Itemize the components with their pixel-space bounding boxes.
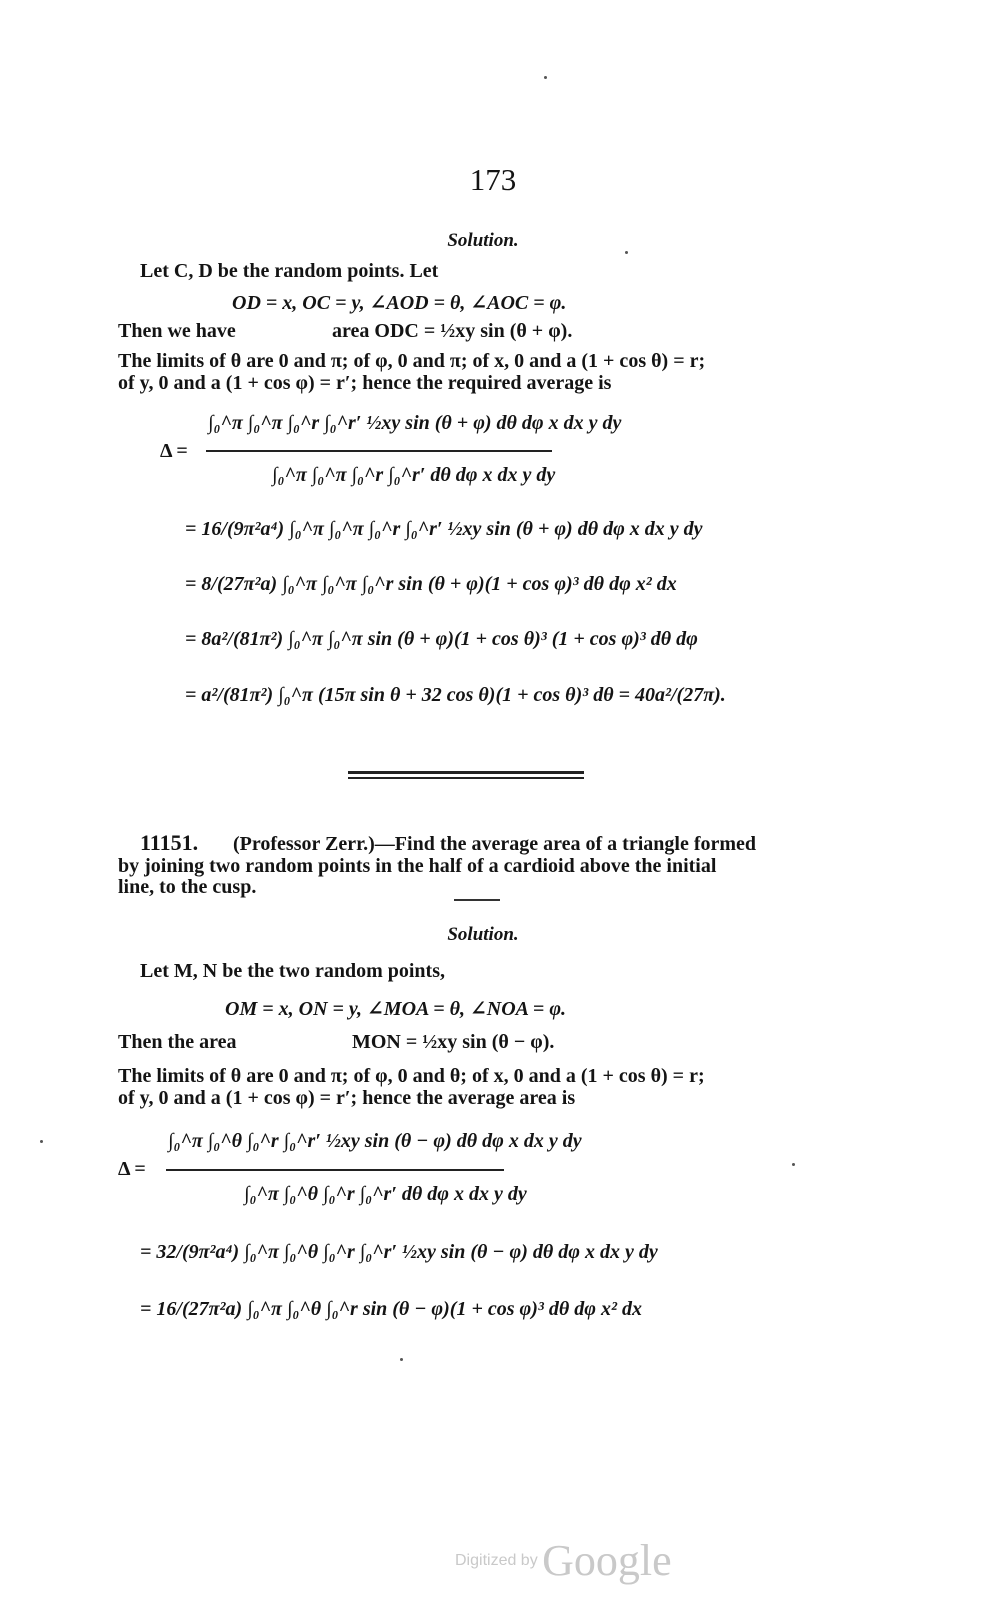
- s2-line4: The limits of θ are 0 and π; of φ, 0 and θ; of x, 0 and a (1 + cos θ) = r;: [118, 1065, 705, 1087]
- s1-eq1-lhs: Δ =: [160, 440, 188, 462]
- speck: [544, 76, 547, 79]
- s2-eq1-numerator: ∫₀^π ∫₀^θ ∫₀^r ∫₀^r′ ½xy sin (θ − φ) dθ dφ x dx y dy: [168, 1130, 582, 1152]
- s2-line3-expr: MON = ½xy sin (θ − φ).: [352, 1031, 555, 1053]
- speck: [625, 251, 628, 254]
- google-logo: Google: [542, 1536, 672, 1585]
- s2-eq1-lhs: Δ =: [118, 1158, 146, 1180]
- s1-line2: OD = x, OC = y, ∠AOD = θ, ∠AOC = φ.: [232, 292, 567, 314]
- speck: [792, 1163, 795, 1166]
- section-divider-bottom: [348, 777, 584, 779]
- s2-line1: Let M, N be the two random points,: [140, 960, 445, 982]
- s1-eq3: = 8/(27π²a) ∫₀^π ∫₀^π ∫₀^r sin (θ + φ)(1 + cos φ)³ dθ dφ x² dx: [185, 573, 677, 595]
- short-divider: [454, 899, 500, 901]
- s2-line2: OM = x, ON = y, ∠MOA = θ, ∠NOA = φ.: [225, 998, 567, 1020]
- s1-eq2: = 16/(9π²a⁴) ∫₀^π ∫₀^π ∫₀^r ∫₀^r′ ½xy sin (θ + φ) dθ dφ x dx y dy: [185, 518, 703, 540]
- problem-number: 11151.: [140, 830, 199, 855]
- digitized-by-google-watermark: [455, 1535, 672, 1586]
- s2-line3-label: Then the area: [118, 1031, 237, 1053]
- s2-line5: of y, 0 and a (1 + cos φ) = r′; hence the average area is: [118, 1087, 576, 1109]
- section-divider-top: [348, 771, 584, 774]
- page-number: 173: [469, 162, 517, 197]
- s2-eq3: = 16/(27π²a) ∫₀^π ∫₀^θ ∫₀^r sin (θ − φ)(1 + cos φ)³ dθ dφ x² dx: [140, 1298, 642, 1320]
- s1-line3-label: Then we have: [118, 320, 236, 342]
- problem-line2: by joining two random points in the half of a cardioid above the initial: [118, 855, 717, 877]
- speck: [400, 1358, 403, 1361]
- s2-eq1-denominator: ∫₀^π ∫₀^θ ∫₀^r ∫₀^r′ dθ dφ x dx y dy: [244, 1183, 527, 1205]
- problem-line3: line, to the cusp.: [118, 876, 257, 898]
- s1-eq1-fraction-bar: [206, 450, 552, 452]
- solution-heading-1: Solution.: [447, 230, 519, 251]
- speck: [40, 1140, 43, 1143]
- s1-eq4: = 8a²/(81π²) ∫₀^π ∫₀^π sin (θ + φ)(1 + cos θ)³ (1 + cos φ)³ dθ dφ: [185, 628, 698, 650]
- solution-heading-2: Solution.: [447, 924, 519, 945]
- problem-line1: (Professor Zerr.)—Find the average area of a triangle formed: [233, 833, 757, 855]
- s2-eq2: = 32/(9π²a⁴) ∫₀^π ∫₀^θ ∫₀^r ∫₀^r′ ½xy sin (θ − φ) dθ dφ x dx y dy: [140, 1241, 658, 1263]
- s1-eq1-denominator: ∫₀^π ∫₀^π ∫₀^r ∫₀^r′ dθ dφ x dx y dy: [272, 464, 556, 486]
- watermark-prefix: Digitized by: [455, 1552, 538, 1569]
- s1-line3-expr: area ODC = ½xy sin (θ + φ).: [332, 320, 573, 342]
- s1-line1: Let C, D be the random points. Let: [140, 260, 439, 282]
- s1-line5: of y, 0 and a (1 + cos φ) = r′; hence the required average is: [118, 372, 612, 394]
- s1-eq5: = a²/(81π²) ∫₀^π (15π sin θ + 32 cos θ)(1 + cos θ)³ dθ = 40a²/(27π).: [185, 684, 726, 706]
- s1-line4: The limits of θ are 0 and π; of φ, 0 and π; of x, 0 and a (1 + cos θ) = r;: [118, 350, 706, 372]
- s1-eq1-numerator: ∫₀^π ∫₀^π ∫₀^r ∫₀^r′ ½xy sin (θ + φ) dθ dφ x dx y dy: [208, 412, 622, 434]
- s2-eq1-fraction-bar: [166, 1169, 504, 1171]
